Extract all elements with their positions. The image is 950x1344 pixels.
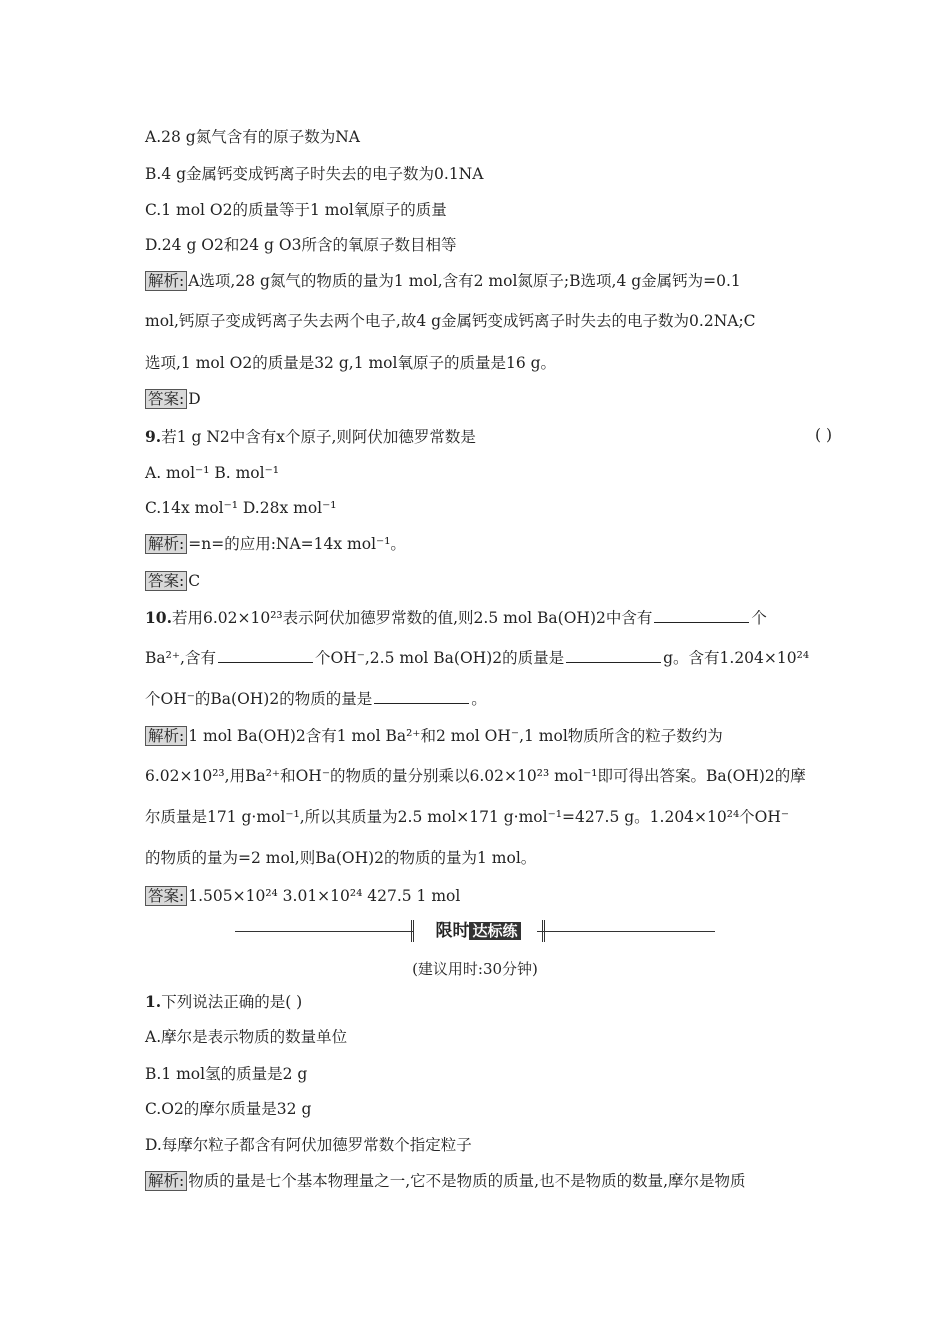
line-text: C.14x mol⁻¹ D.28x mol⁻¹: [145, 499, 337, 517]
line-text: 若1 g N2中含有x个原子,则阿伏加德罗常数是: [161, 428, 476, 446]
section-banner: [235, 920, 715, 944]
line-text: A.28 g氮气含有的原子数为NA: [145, 128, 360, 146]
question-number: 9.: [145, 427, 162, 446]
banner-part1: 限时: [435, 921, 470, 941]
line-text: A. mol⁻¹ B. mol⁻¹: [145, 464, 279, 482]
line-text: 若用6.02×10²³表示阿伏加德罗常数的值,则2.5 mol Ba(OH)2中含有: [171, 609, 653, 627]
line-text: D: [188, 390, 201, 408]
label-tag: 答案:: [145, 886, 187, 906]
text-line: [145, 1063, 307, 1085]
line-text: D.24 g O2和24 g O3所含的氧原子数目相等: [145, 236, 457, 254]
line-text: C.1 mol O2的质量等于1 mol氧原子的质量: [145, 201, 447, 219]
question-line: [145, 426, 476, 448]
label-tag: 解析:: [145, 271, 187, 291]
fill-blank[interactable]: [566, 647, 661, 663]
text-line: [145, 765, 806, 787]
line-text: 1.505×10²⁴ 3.01×10²⁴ 427.5 1 mol: [188, 887, 461, 905]
line-text: A.摩尔是表示物质的数量单位: [145, 1028, 348, 1046]
line-text: C.O2的摩尔质量是32 g: [145, 1100, 312, 1118]
line-text: 1 mol Ba(OH)2含有1 mol Ba²⁺和2 mol OH⁻,1 mol物质所含的粒子数约为: [188, 727, 723, 745]
line-text: A选项,28 g氮气的物质的量为1 mol,含有2 mol氮原子;B选项,4 g金属钙为=0.1: [188, 272, 741, 290]
line-text: 的物质的量为=2 mol,则Ba(OH)2的物质的量为1 mol。: [145, 849, 537, 867]
banner-title: [411, 920, 545, 942]
line-text: B.4 g金属钙变成钙离子时失去的电子数为0.1NA: [145, 165, 484, 183]
text-line: [145, 806, 789, 828]
question-number: 10.: [145, 608, 172, 627]
line-text: 选项,1 mol O2的质量是32 g,1 mol氧原子的质量是16 g。: [145, 354, 557, 372]
line-text: B.1 mol氢的质量是2 g: [145, 1065, 308, 1083]
line-text: D.每摩尔粒子都含有阿伏加德罗常数个指定粒子: [145, 1136, 472, 1154]
question-number: 1.: [145, 992, 162, 1011]
line-text: Ba²⁺,含有: [145, 649, 216, 667]
line-text: mol,钙原子变成钙离子失去两个电子,故4 g金属钙变成钙离子时失去的电子数为0.2NA;C: [145, 312, 756, 330]
banner-part2: 达标练: [469, 922, 520, 940]
line-text: 下列说法正确的是( ): [161, 993, 303, 1011]
fill-blank[interactable]: [218, 647, 313, 663]
line-text: 个: [751, 609, 767, 627]
text-line: [145, 163, 483, 185]
text-line: [145, 462, 279, 484]
line-text: 个OH⁻的Ba(OH)2的物质的量是: [145, 690, 373, 708]
line-text: 。: [471, 690, 487, 708]
analysis-line: [145, 270, 741, 292]
line-text: C: [188, 572, 201, 590]
text-line: [145, 1026, 347, 1048]
question-line: [145, 991, 302, 1013]
answer-paren: ( ): [815, 426, 833, 444]
text-line: [145, 1134, 472, 1156]
line-text: 尔质量是171 g·mol⁻¹,所以其质量为2.5 mol×171 g·mol⁻¹=427.5 g。1.204×10²⁴个OH⁻: [145, 808, 790, 826]
fill-blank[interactable]: [654, 607, 749, 623]
text-line: [145, 847, 536, 869]
analysis-line: [145, 388, 201, 410]
analysis-line: [145, 570, 200, 592]
suggested-time: (建议用时:30分钟): [412, 960, 538, 978]
line-text: 个OH⁻,2.5 mol Ba(OH)2的质量是: [314, 649, 565, 667]
line-text: 6.02×10²³,用Ba²⁺和OH⁻的物质的量分别乘以6.02×10²³ mol⁻¹即可得出答案。Ba(OH)2的摩: [145, 767, 806, 785]
text-line: [145, 199, 447, 221]
analysis-line: [145, 885, 460, 907]
text-line: [145, 234, 456, 256]
fill-blank[interactable]: [374, 688, 469, 704]
label-tag: 答案:: [145, 571, 187, 591]
label-tag: 答案:: [145, 389, 187, 409]
analysis-line: [145, 533, 406, 555]
text-line: [145, 310, 756, 332]
label-tag: 解析:: [145, 534, 187, 554]
text-line: [145, 126, 360, 148]
text-line: [145, 688, 487, 710]
line-text: 物质的量是七个基本物理量之一,它不是物质的质量,也不是物质的数量,摩尔是物质: [188, 1172, 746, 1190]
text-line: [145, 352, 556, 374]
analysis-line: [145, 725, 723, 747]
text-line: [145, 647, 809, 669]
banner-rule-left: [235, 931, 413, 932]
text-line: [145, 1098, 311, 1120]
line-text: g。含有1.204×10²⁴: [663, 649, 810, 667]
label-tag: 解析:: [145, 1171, 187, 1191]
analysis-line: [145, 1170, 746, 1192]
banner-rule-right: [537, 931, 715, 932]
label-tag: 解析:: [145, 726, 187, 746]
line-text: =n=的应用:NA=14x mol⁻¹。: [188, 535, 406, 553]
text-line: [145, 497, 337, 519]
question-line: [145, 607, 767, 629]
